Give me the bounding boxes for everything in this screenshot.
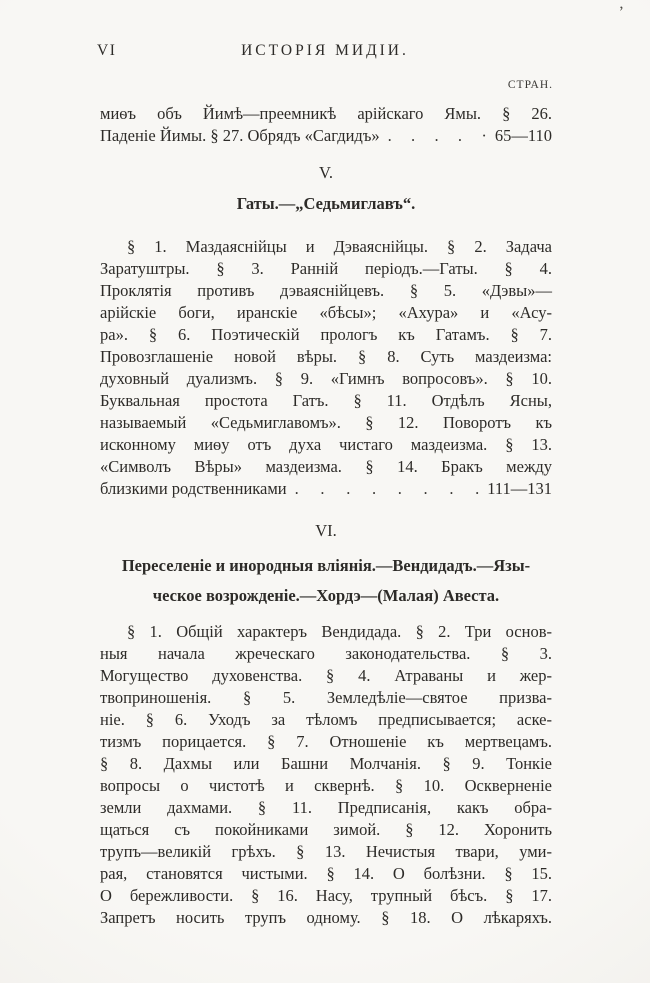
toc-line: ніе. § 6. Уходъ за тѣломъ предписывается; аске- (100, 710, 552, 729)
toc-leader-line (100, 478, 552, 500)
toc-line: миѳъ объ Йимѣ—преемникѣ арійскаго Ямы. § 26. (100, 104, 552, 123)
chapter5-numeral: V. (319, 163, 333, 182)
chapter5-title: Гаты.—„Седьмиглавъ“. (236, 194, 416, 213)
toc-line: ра». § 6. Поэтическій прологъ къ Гатамъ. § 7. (100, 325, 552, 344)
toc-line: Могущество духовенства. § 4. Атраваны и жер- (100, 666, 552, 685)
toc-line: § 1. Маздаяснійцы и Дэваяснійцы. § 2. Задача (127, 237, 552, 256)
toc-content (100, 103, 552, 929)
page-range: 111—131 (487, 479, 552, 498)
toc-line: называемый «Седьмиглавомъ». § 12. Поворотъ къ (100, 413, 552, 432)
toc-line: «Символъ Вѣры» маздеизма. § 14. Бракъ между (100, 457, 552, 476)
dot-leader: . . . . . . . . (294, 479, 480, 498)
toc-line: исконному миѳу отъ духа чистаго маздеизма. § 13. (100, 435, 552, 454)
toc-leader-line (100, 125, 552, 147)
toc-line-text: Паденіе Йимы. § 27. Обрядъ «Сагдидъ» (100, 126, 380, 145)
toc-line: Запретъ носить трупъ одному. § 18. О лѣкаряхъ. (100, 908, 552, 927)
toc-line: духовный дуализмъ. § 9. «Гимнъ вопросовъ». § 10. (100, 369, 552, 388)
toc-line: рая, становятся чистыми. § 14. О болѣзни. § 15. (100, 864, 552, 883)
page-number: VI (97, 42, 117, 59)
page-range: 65—110 (494, 126, 552, 145)
toc-line: Заратуштры. § 3. Ранній періодъ.—Гаты. § 4. (100, 259, 552, 278)
page-header (0, 42, 650, 64)
chapter6-numeral: VI. (315, 521, 337, 540)
toc-line: трупъ—великій грѣхъ. § 13. Нечистыя твари, уми- (100, 842, 552, 861)
toc-line: тизмъ порицается. § 7. Отношеніе къ мертвецамъ. (100, 732, 552, 751)
toc-line: ныя начала жреческаго законодательства. § 3. (100, 644, 552, 663)
toc-line: арійскіе боги, иранскіе «бѣсы»; «Ахура» и «Асу- (100, 303, 552, 322)
toc-line: Провозглашеніе новой вѣры. § 8. Суть маздеизма: (100, 347, 552, 366)
toc-line: § 8. Дахмы или Башни Молчанія. § 9. Тонкіе (100, 754, 552, 773)
chapter6-title (100, 551, 552, 611)
pages-column-label: СТРАН. (507, 79, 553, 91)
toc-line: § 1. Общій характеръ Вендидада. § 2. Три основ- (127, 622, 552, 641)
toc-line-text: близкими родственниками (100, 479, 287, 498)
toc-line: вопросы о чистотѣ и сквернѣ. § 10. Оскверненіе (100, 776, 552, 795)
running-title: ИСТОРІЯ МИДІИ. (241, 42, 409, 59)
toc-line: Проклятія противъ дэваяснійцевъ. § 5. «Дэвы»— (100, 281, 552, 300)
dot-leader: . . . . · (387, 126, 487, 145)
toc-line: Буквальная простота Гатъ. § 11. Отдѣлъ Ясны, (100, 391, 552, 410)
toc-line: щаться съ покойниками зимой. § 12. Хоронить (100, 820, 552, 839)
toc-line: земли дахмами. § 11. Предписанія, какъ обра- (100, 798, 552, 817)
chapter6-title-line2: ческое возрожденіе.—Хордэ—(Малая) Авеста. (152, 586, 500, 605)
chapter6-title-line1: Переселеніе и инородныя вліянія.—Вендидадъ.—Язы- (121, 556, 531, 575)
toc-line: твоприношенія. § 5. Земледѣліе—святое призва- (100, 688, 552, 707)
stray-ink-mark: ’ (618, 4, 624, 21)
toc-line: О бережливости. § 16. Насу, трупный бѣсъ. § 17. (100, 886, 552, 905)
